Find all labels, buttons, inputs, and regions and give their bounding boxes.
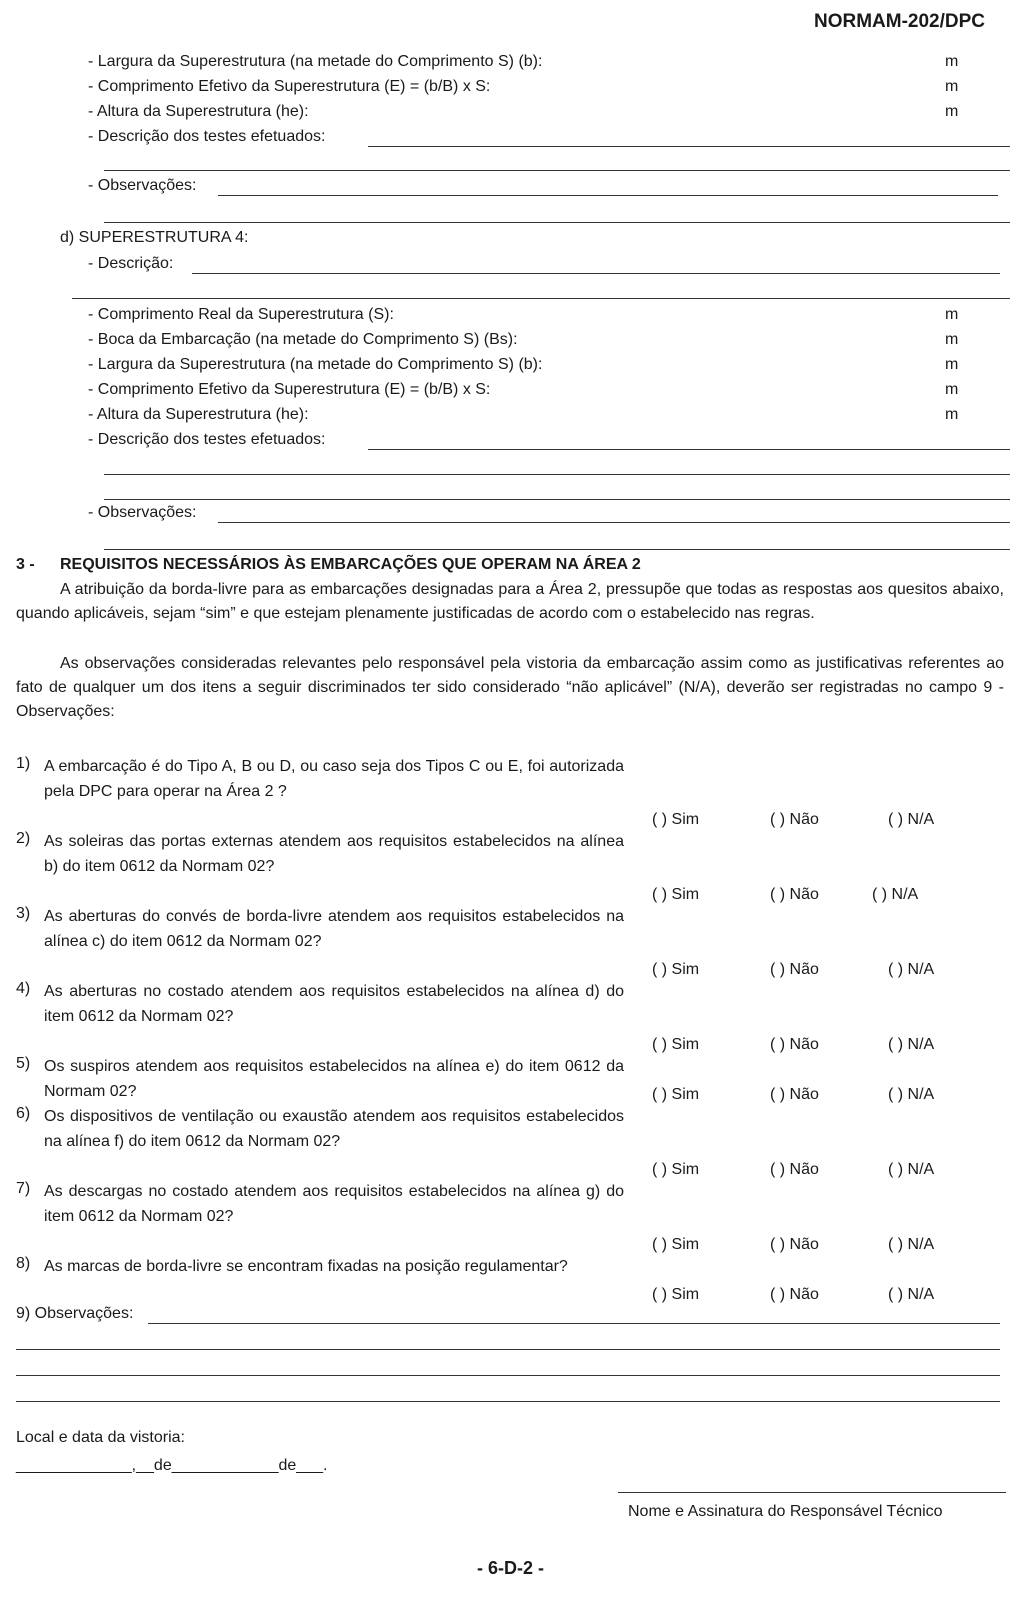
section-paragraph-1: [16, 578, 1004, 626]
option-nao[interactable]: ( ) Não: [770, 1286, 819, 1303]
document-code: NORMAM-202/DPC: [813, 11, 985, 32]
option-sim[interactable]: ( ) Sim: [652, 811, 700, 828]
option-nao[interactable]: ( ) Não: [770, 1036, 819, 1053]
option-na[interactable]: ( ) N/A: [888, 1086, 935, 1103]
question-number: 7): [16, 1180, 31, 1197]
unit-label: m: [945, 306, 959, 323]
unit-label: m: [945, 103, 959, 120]
option-nao[interactable]: ( ) Não: [770, 1161, 819, 1178]
observations-9-line[interactable]: [16, 1349, 1000, 1350]
local-date-field[interactable]: _____________,__de____________de___.: [16, 1457, 328, 1474]
tests-description-line[interactable]: [104, 170, 1010, 171]
field-label-height: - Altura da Superestrutura (he):: [88, 103, 309, 120]
tests-description-line[interactable]: [104, 474, 1010, 475]
option-sim[interactable]: ( ) Sim: [652, 1036, 700, 1053]
option-na[interactable]: ( ) N/A: [888, 961, 935, 978]
paragraph-text: A atribuição da borda-livre para as embarcações designadas para a Área 2, pressupõe que todas as respostas aos quesitos abaixo, quando aplicáveis, sejam “sim” e que estejam plenamente justificadas de acordo com o estabelecido nas regras.: [16, 581, 1004, 622]
section-paragraph-2: [16, 652, 1004, 724]
observations-label: - Observações:: [88, 177, 197, 194]
question-number: 4): [16, 980, 31, 997]
option-nao[interactable]: ( ) Não: [770, 1236, 819, 1253]
description-label: - Descrição:: [88, 255, 174, 272]
field-label-effective-length: - Comprimento Efetivo da Superestrutura (E) = (b/B) x S:: [88, 381, 491, 398]
question-number: 1): [16, 755, 31, 772]
tests-description-label: - Descrição dos testes efetuados:: [88, 128, 326, 145]
question-text: As descargas no costado atendem aos requisitos estabelecidos na alínea g) do item 0612 da Normam 02?: [44, 1183, 624, 1225]
field-label-width: - Largura da Superestrutura (na metade do Comprimento S) (b):: [88, 53, 543, 70]
question-number: 2): [16, 830, 31, 847]
question-number: 5): [16, 1055, 31, 1072]
question-text: Os suspiros atendem aos requisitos estabelecidos na alínea e) do item 0612 da Normam 02?: [44, 1058, 624, 1100]
question-number: 6): [16, 1105, 31, 1122]
tests-description-label: - Descrição dos testes efetuados:: [88, 431, 326, 448]
field-label-beam: - Boca da Embarcação (na metade do Comprimento S) (Bs):: [88, 331, 518, 348]
option-nao[interactable]: ( ) Não: [770, 961, 819, 978]
observations-field[interactable]: [218, 195, 998, 196]
question-text: As marcas de borda-livre se encontram fixadas na posição regulamentar?: [44, 1258, 568, 1275]
unit-label: m: [945, 406, 959, 423]
section-title: REQUISITOS NECESSÁRIOS ÀS EMBARCAÇÕES QUE OPERAM NA ÁREA 2: [60, 556, 641, 573]
field-label-width: - Largura da Superestrutura (na metade do Comprimento S) (b):: [88, 356, 543, 373]
option-nao[interactable]: ( ) Não: [770, 811, 819, 828]
question-text: As soleiras das portas externas atendem aos requisitos estabelecidos na alínea b) do item 0612 da Normam 02?: [44, 833, 624, 875]
observations-9-label: 9) Observações:: [16, 1305, 134, 1322]
description-line[interactable]: [72, 298, 1010, 299]
question-text: A embarcação é do Tipo A, B ou D, ou caso seja dos Tipos C ou E, foi autorizada pela DPC para operar na Área 2 ?: [44, 758, 624, 800]
option-na[interactable]: ( ) N/A: [888, 1036, 935, 1053]
question-text: Os dispositivos de ventilação ou exaustão atendem aos requisitos estabelecidos na alínea f) do item 0612 da Normam 02?: [44, 1108, 624, 1150]
superstructure-4-heading: d) SUPERESTRUTURA 4:: [60, 229, 249, 246]
section-number: 3 -: [16, 556, 35, 573]
signature-line[interactable]: [618, 1492, 1006, 1493]
question-number: 8): [16, 1255, 31, 1272]
unit-label: m: [945, 78, 959, 95]
option-sim[interactable]: ( ) Sim: [652, 1236, 700, 1253]
option-na[interactable]: ( ) N/A: [888, 1286, 935, 1303]
option-nao[interactable]: ( ) Não: [770, 1086, 819, 1103]
question-text: As aberturas no costado atendem aos requisitos estabelecidos na alínea d) do item 0612 da Normam 02?: [44, 983, 624, 1025]
description-field[interactable]: [192, 273, 1000, 274]
unit-label: m: [945, 53, 959, 70]
observations-line[interactable]: [104, 549, 1010, 550]
option-na[interactable]: ( ) N/A: [888, 1236, 935, 1253]
field-label-height: - Altura da Superestrutura (he):: [88, 406, 309, 423]
signature-label: Nome e Assinatura do Responsável Técnico: [628, 1503, 943, 1520]
option-nao[interactable]: ( ) Não: [770, 886, 819, 903]
observations-line[interactable]: [104, 222, 1010, 223]
tests-description-field[interactable]: [368, 146, 1010, 147]
option-na[interactable]: ( ) N/A: [872, 886, 919, 903]
tests-description-line[interactable]: [104, 499, 1010, 500]
observations-9-field[interactable]: [148, 1323, 1000, 1324]
option-sim[interactable]: ( ) Sim: [652, 961, 700, 978]
field-label-real-length: - Comprimento Real da Superestrutura (S):: [88, 306, 394, 323]
page-number: - 6-D-2 -: [477, 1558, 544, 1578]
paragraph-text: As observações consideradas relevantes pelo responsável pela vistoria da embarcação assim como as justificativas referentes ao fato de qualquer um dos itens a seguir discriminados ter sido considerado “não aplicável” (N/A), deverão ser registradas no campo 9 - Observações:: [16, 655, 1004, 720]
observations-label: - Observações:: [88, 504, 197, 521]
field-label-effective-length: - Comprimento Efetivo da Superestrutura (E) = (b/B) x S:: [88, 78, 491, 95]
question-text: As aberturas do convés de borda-livre atendem aos requisitos estabelecidos na alínea c) do item 0612 da Normam 02?: [44, 908, 624, 950]
option-na[interactable]: ( ) N/A: [888, 1161, 935, 1178]
option-na[interactable]: ( ) N/A: [888, 811, 935, 828]
unit-label: m: [945, 381, 959, 398]
unit-label: m: [945, 356, 959, 373]
observations-field[interactable]: [218, 522, 1010, 523]
question-number: 3): [16, 905, 31, 922]
observations-9-line[interactable]: [16, 1401, 1000, 1402]
option-sim[interactable]: ( ) Sim: [652, 886, 700, 903]
tests-description-field[interactable]: [368, 449, 1010, 450]
option-sim[interactable]: ( ) Sim: [652, 1161, 700, 1178]
option-sim[interactable]: ( ) Sim: [652, 1086, 700, 1103]
unit-label: m: [945, 331, 959, 348]
local-date-label: Local e data da vistoria:: [16, 1429, 185, 1446]
observations-9-line[interactable]: [16, 1375, 1000, 1376]
option-sim[interactable]: ( ) Sim: [652, 1286, 700, 1303]
